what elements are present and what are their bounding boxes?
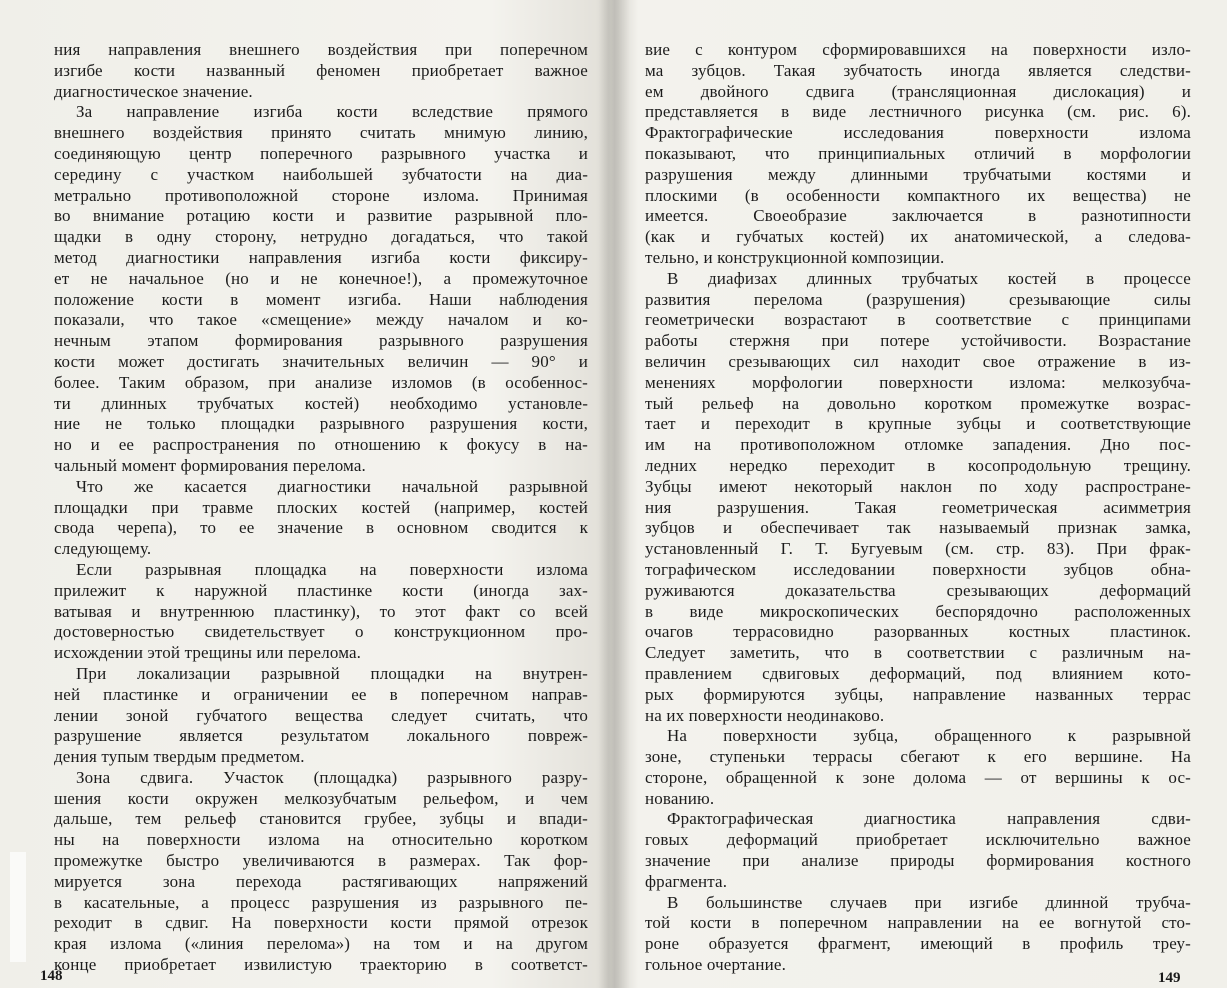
text-line: значение при анализе природы формирования костного [645,851,1191,871]
text-line: во внимание ротацию кости и развитие разрывной пло- [54,206,588,226]
text-line: тельно, и конструкционной композиции. [645,247,945,267]
text-line: Фрактографические исследования поверхности излома [645,123,1191,143]
left-page-number: 148 [40,968,63,984]
text-line: Если разрывная площадка на поверхности излома [76,559,588,579]
text-line: ней пластинке и ограничении ее в поперечном направ- [54,684,588,704]
text-line: лении зоной губчатого вещества следует считать, что [54,705,588,725]
text-line: прилежит к наружной пластинке кости (иногда зах- [54,580,588,600]
text-line: нечным этапом формирования разрывного разрушения [54,331,588,351]
text-line: кости может достигать значительных величин — 90° и [54,351,588,371]
text-line: диагностическое значение. [54,81,253,101]
text-line: развития перелома (разрушения) срезывающие силы [645,289,1191,309]
text-line: следующему. [54,539,152,559]
text-line: им на противоположном отломке западения. Дно пос- [645,435,1191,455]
text-line: гольное очертание. [645,955,786,975]
text-line: дальше, тем рельеф становится грубее, зубцы и впади- [54,809,588,829]
right-page-text [645,40,1191,976]
text-line: Следует заметить, что в соответствии с различным на- [645,643,1191,663]
text-line: зубцов и обеспечивает так называемый признак замка, [645,518,1191,538]
text-line: плоскими (в особенности компактного их вещества) не [645,185,1191,205]
right-page [613,0,1227,988]
text-line: достоверностью свидетельствует о конструкционном про- [54,622,588,642]
text-line: шения кости окружен мелкозубчатым рельефом, и чем [54,788,588,808]
text-line: стороне, обращенной к зоне долома — от вершины к ос- [645,767,1191,787]
text-line: работы стержня при потере устойчивости. Возрастание [645,331,1191,351]
text-line: величин срезывающих сил находит свое отражение в из- [645,351,1191,371]
text-line: показывают, что принципиальных отличий в морфологии [645,143,1191,163]
text-line: фрагмента. [645,871,728,891]
text-line: тографическом исследовании поверхности зубцов обна- [645,559,1191,579]
text-line: соединяющую центр поперечного разрывного участка и [54,143,588,163]
text-line: площадки при травме плоских костей (например, костей [54,497,588,517]
text-line: Что же касается диагностики начальной разрывной [76,476,588,496]
text-line: свода черепа), то ее значение в основном сводится к [54,518,588,538]
text-line: руживаются доказательства срезывающих деформаций [645,580,1191,600]
text-line: Фрактографическая диагностика направления сдви- [667,809,1191,829]
text-line: реходит в сдвиг. На поверхности кости прямой отрезок [54,913,588,933]
text-line: менениях морфологии поверхности излома: мелкозубча- [645,372,1191,392]
text-line: Зубцы имеют некоторый наклон по ходу распростране- [645,476,1191,496]
text-line: показали, что такое «смещение» между началом и ко- [54,310,588,330]
text-line: установленный Г. Т. Бугуевым (см. стр. 83). При фрак- [645,539,1191,559]
text-line: мируется зона перехода растягивающих напряжений [54,871,588,891]
text-line: роне образуется фрагмент, имеющий в профиль треу- [645,934,1191,954]
text-line: рых формируются зубцы, направление названных террас [645,684,1191,704]
text-line: Зона сдвига. Участок (площадка) разрывного разру- [76,767,588,787]
left-page-text [54,40,588,976]
text-line: зоне, ступеньки террасы сбегают к его вершине. На [645,747,1191,767]
text-line: разрушения между длинными трубчатыми костями и [645,164,1191,184]
text-line: За направление изгиба кости вследствие прямого [76,102,588,122]
text-line: края излома («линия перелома») на том и на другом [54,934,588,954]
text-line: правлением сдвиговых деформаций, под влиянием кото- [645,663,1191,683]
text-line: В большинстве случаев при изгибе длинной трубча- [667,892,1191,912]
text-line: дения тупым твердым предметом. [54,747,305,767]
text-line: метод диагностики направления изгиба кости фиксиру- [54,247,588,267]
text-line: вие с контуром сформировавшихся на поверхности изло- [645,40,1191,59]
text-line: На поверхности зубца, обращенного к разрывной [667,726,1191,746]
text-line: на их поверхности неодинаково. [645,705,885,725]
text-line: ние не только площадки разрывного разрушения кости, [54,414,588,434]
text-line: имеется. Своеобразие заключается в разнотипности [645,206,1191,226]
text-line: ем двойного сдвига (трансляционная дислокация) и [645,81,1191,101]
text-line: В диафизах длинных трубчатых костей в процессе [667,268,1191,288]
text-line: ны на поверхности излома на относительно коротком [54,830,588,850]
text-line: разрушение является результатом локального повреж- [54,726,588,746]
text-line: положение кости в момент изгиба. Наши наблюдения [54,289,588,309]
text-line: ма зубцов. Такая зубчатость иногда является следстви- [645,60,1191,80]
text-line: нованию. [645,788,715,808]
text-line: в виде микроскопических беспорядочно расположенных [645,601,1191,621]
text-line: ния разрушения. Такая геометрическая асимметрия [645,497,1191,517]
text-line: ледних нередко переходит в косопродольную трещину. [645,455,1191,475]
text-line: ватывая и внутреннюю пластинку), то этот факт со всей [54,601,588,621]
scan-artifact [10,852,26,962]
text-line: промежутке быстро увеличиваются в размерах. Так фор- [54,851,588,871]
text-line: метрально противоположной стороне излома. Принимая [54,185,588,205]
text-line: представляется в виде лестничного рисунка (см. рис. 6). [645,102,1191,122]
text-line: тает и переходит в крупные зубцы и соответствующие [645,414,1191,434]
text-line: геометрически возрастают в соответствие с принципами [645,310,1191,330]
text-line: ния направления внешнего воздействия при поперечном [54,40,588,59]
text-line: тый рельеф на довольно коротком промежутке возрас- [645,393,1191,413]
text-line: изгибе кости названный феномен приобретает важное [54,60,588,80]
text-line: в касательные, а процесс разрушения из разрывного пе- [54,892,588,912]
text-line: При локализации разрывной площадки на внутрен- [76,663,588,683]
text-line: (как и губчатых костей) их анатомической, а следова- [645,227,1191,247]
text-line: середину с участком наибольшей зубчатости на диа- [54,164,588,184]
text-line: исхождении этой трещины или перелома. [54,643,362,663]
text-line: но и ее распространения по отношению к фокусу в на- [54,435,588,455]
text-line: внешнего воздействия принято считать мнимую линию, [54,123,588,143]
text-line: говых деформаций приобретает исключительно важное [645,830,1191,850]
text-line: более. Таким образом, при анализе изломов (в особеннос- [54,372,588,392]
text-line: той кости в поперечном направлении на ее вогнутой сто- [645,913,1191,933]
text-line: щадки в одну сторону, нетрудно догадаться, что такой [54,227,588,247]
left-page [0,0,613,988]
right-page-number: 149 [1158,970,1181,986]
text-line: конце приобретает извилистую траекторию в соответст- [54,955,588,975]
text-line: ти длинных трубчатых костей) необходимо установле- [54,393,588,413]
text-line: чальный момент формирования перелома. [54,455,366,475]
text-line: ет не начальное (но и не конечное!), а промежуточное [54,268,588,288]
text-line: очагов террасовидно разорванных костных пластинок. [645,622,1191,642]
